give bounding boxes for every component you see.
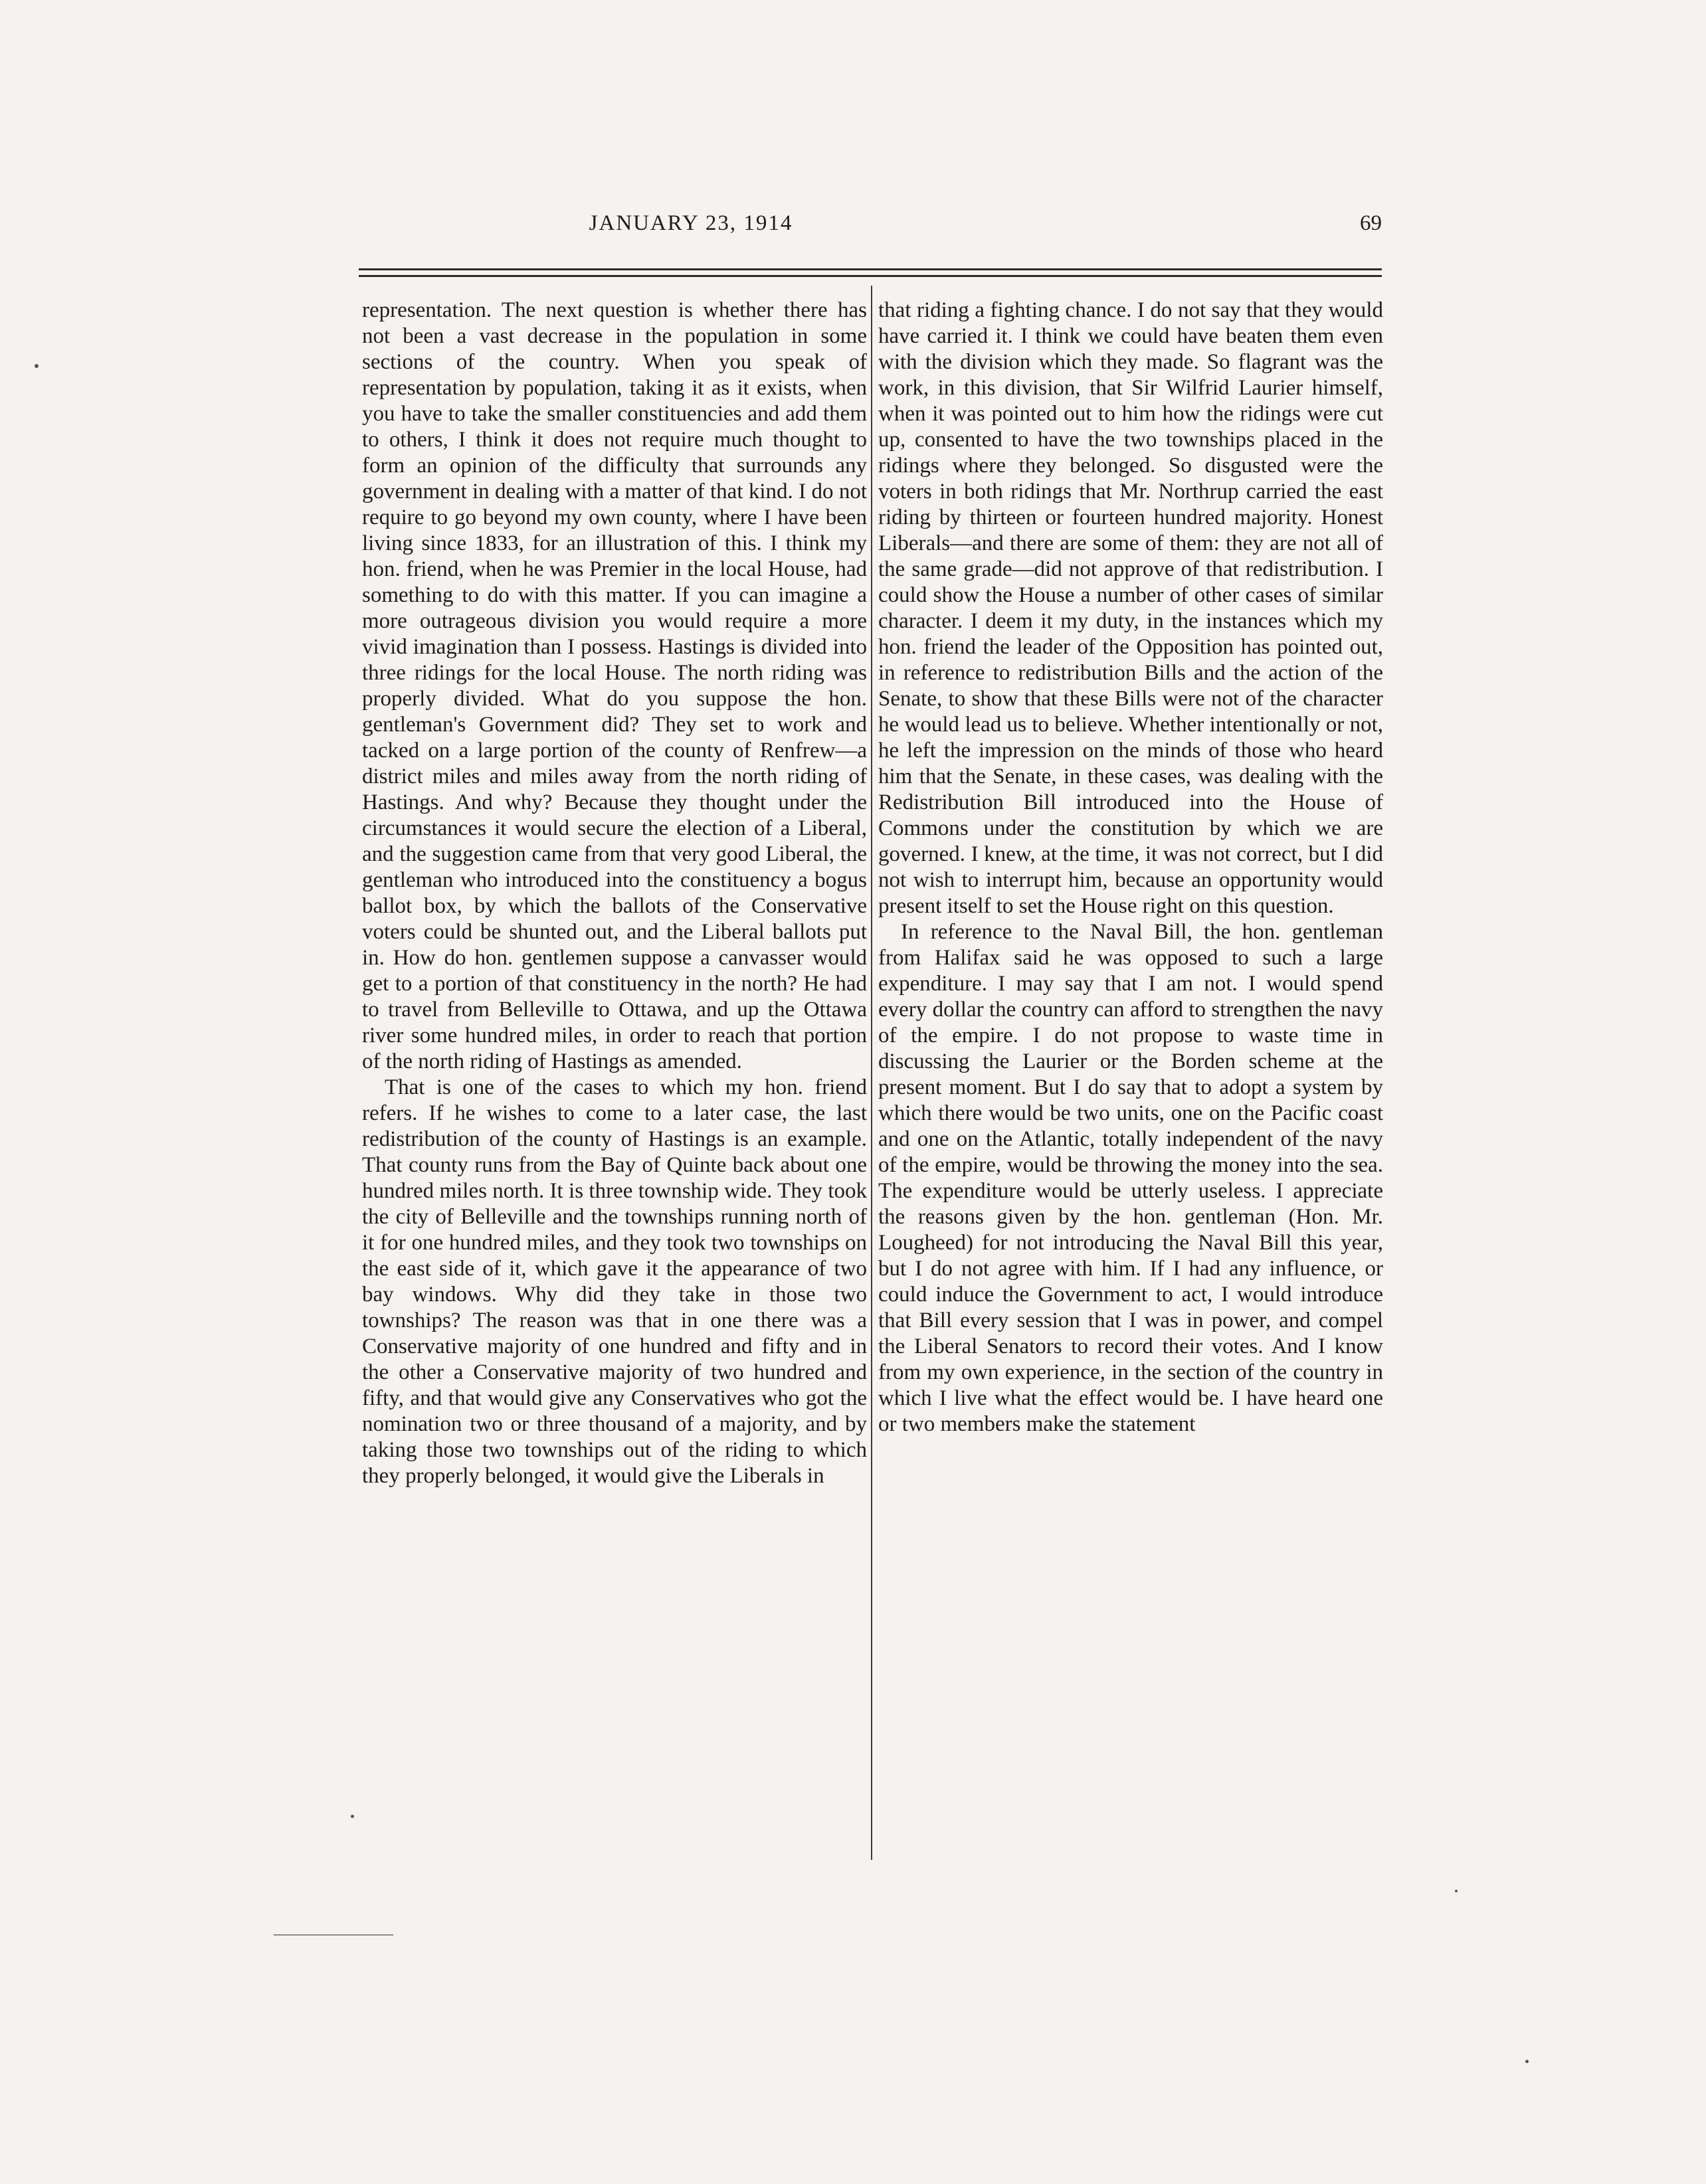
scan-speck (35, 364, 39, 368)
header-date: JANUARY 23, 1914 (589, 211, 793, 235)
right-paragraph-2: In reference to the Naval Bill, the hon. gentleman from Halifax said he was opposed to such a large expenditure. I may say that I am not. I would spend every dollar the country can afford to strengthen the navy of the empire. I do not propose to waste time in discussing the Laurier or the Borden scheme at the present moment. But I do say that to adopt a system by which there would be two units, one on the Pacific coast and one on the Atlantic, totally independent of the navy of the empire, would be throwing the money into the sea. The expenditure would be utterly useless. I appreciate the reasons given by the hon. gentleman (Hon. Mr. Lougheed) for not introducing the Naval Bill this year, but I do not agree with him. If I had any influence, or could induce the Government to act, I would introduce that Bill every session that I was in power, and compel the Liberal Senators to record their votes. And I know from my own experience, in the section of the country in which I live what the effect would be. I have heard one or two members make the statement (878, 920, 1383, 1436)
header-rule-top (359, 268, 1382, 270)
left-column (362, 298, 867, 1859)
scan-speck (351, 1815, 354, 1818)
scan-speck (1525, 2060, 1529, 2063)
scan-speck (1455, 1890, 1458, 1892)
header-rule-bottom (359, 275, 1382, 277)
left-paragraph-1: representation. The next question is whether there has not been a vast decrease in the population in some sections of the country. When you speak of representation by population, taking it as it exists, when you have to take the smaller constituencies and add them to others, I think it does not require much thought to form an opinion of the difficulty that surrounds any government in dealing with a matter of that kind. I do not require to go beyond my own county, where I have been living since 1833, for an illustration of this. I think my hon. friend, when he was Premier in the local House, had something to do with this matter. If you can imagine a more outrageous division you would require a more vivid imagination than I possess. Hastings is divided into three ridings for the local House. The north riding was properly divided. What do you suppose the hon. gentleman's Government did? They set to work and tacked on a large portion of the county of Renfrew—a district miles and miles away from the north riding of Hastings. And why? Because they thought under the circumstances it would secure the election of a Liberal, and the suggestion came from that very good Liberal, the gentleman who introduced into the constituency a bogus ballot box, by which the ballots of the Conservative voters could be shunted out, and the Liberal ballots put in. How do hon. gentlemen suppose a canvasser would get to a portion of that constituency in the north? He had to travel from Belleville to Ottawa, and up the Ottawa river some hundred miles, in order to reach that portion of the north riding of Hastings as amended. (362, 298, 867, 1073)
page-header (359, 211, 1382, 244)
column-divider (871, 286, 872, 1860)
scan-mark (274, 1934, 393, 1936)
left-paragraph-2: That is one of the cases to which my hon. friend refers. If he wishes to come to a later case, the last redistribution of the county of Hastings is an example. That county runs from the Bay of Quinte back about one hundred miles north. It is three township wide. They took the city of Belleville and the townships running north of it for one hundred miles, and they took two townships on the east side of it, which gave it the appearance of two bay windows. Why did they take in those two townships? The reason was that in one there was a Conservative majority of one hundred and fifty and in the other a Conservative majority of two hundred and fifty, and that would give any Conservatives who got the nomination two or three thousand of a majority, and by taking those two townships out of the riding to which they properly belonged, it would give the Liberals in (362, 1075, 867, 1488)
right-column (878, 298, 1383, 1859)
right-paragraph-1: that riding a fighting chance. I do not say that they would have carried it. I think we could have beaten them even with the division which they made. So flagrant was the work, in this division, that Sir Wilfrid Laurier himself, when it was pointed out to him how the ridings were cut up, consented to have the two townships placed in the ridings where they belonged. So disgusted were the voters in both ridings that Mr. Northrup carried the east riding by thirteen or fourteen hundred majority. Honest Liberals—and there are some of them: they are not all of the same grade—did not approve of that redistribution. I could show the House a number of other cases of similar character. I deem it my duty, in the instances which my hon. friend the leader of the Opposition has pointed out, in reference to redistribution Bills and the action of the Senate, to show that these Bills were not of the character he would lead us to believe. Whether intentionally or not, he left the impression on the minds of those who heard him that the Senate, in these cases, was dealing with the Redistribution Bill introduced into the House of Commons under the constitution by which we are governed. I knew, at the time, it was not correct, but I did not wish to interrupt him, because an opportunity would present itself to set the House right on this question. (878, 298, 1383, 918)
page-number: 69 (1360, 211, 1382, 235)
